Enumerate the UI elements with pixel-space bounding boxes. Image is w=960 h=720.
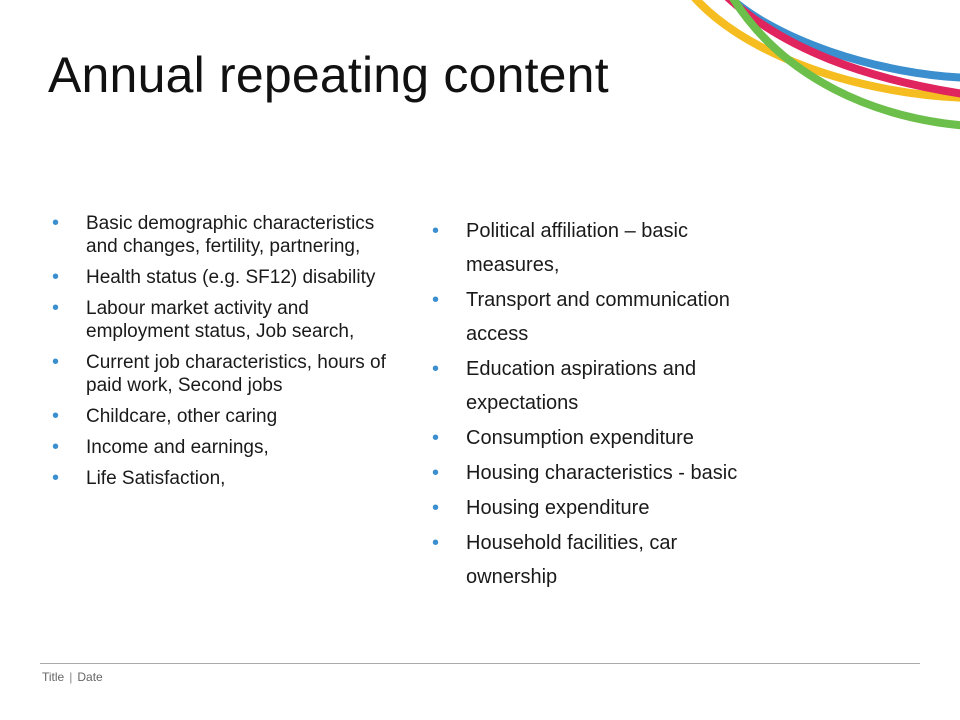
bullet-icon: •	[52, 266, 60, 288]
list-item: • Household facilities, car ownership	[430, 526, 770, 594]
footer	[42, 670, 103, 684]
bullet-icon: •	[52, 467, 60, 489]
list-item: • Consumption expenditure	[430, 421, 770, 455]
footer-title: Title	[42, 670, 65, 684]
list-item: • Current job characteristics, hours of paid work, Second jobs	[52, 351, 386, 396]
bullet-icon: •	[432, 289, 440, 311]
list-item: • Life Satisfaction,	[52, 467, 226, 489]
list-item: • Education aspirations and expectations	[430, 352, 770, 420]
footer-separator: |	[69, 670, 73, 684]
bullet-icon: •	[432, 220, 440, 242]
footer-divider	[40, 663, 920, 664]
right-bullet-list	[430, 214, 770, 595]
bullet-icon: •	[52, 351, 60, 373]
bullet-icon: •	[52, 212, 60, 234]
list-item: • Basic demographic characteristics and changes, fertility, partnering,	[52, 212, 375, 257]
list-item: • Labour market activity and employment status, Job search,	[52, 297, 355, 342]
bullet-icon: •	[52, 436, 60, 458]
bullet-icon: •	[432, 358, 440, 380]
bullet-icon: •	[52, 297, 60, 319]
list-item: • Housing characteristics - basic	[430, 456, 770, 490]
left-bullet-list	[50, 212, 410, 498]
bullet-icon: •	[432, 497, 440, 519]
bullet-icon: •	[432, 427, 440, 449]
list-item: • Transport and communication access	[430, 283, 770, 351]
bullet-icon: •	[432, 532, 440, 554]
list-item: • Housing expenditure	[430, 491, 770, 525]
list-item: • Income and earnings,	[52, 436, 269, 458]
slide-title: Annual repeating content	[48, 47, 609, 103]
bullet-icon: •	[432, 462, 440, 484]
footer-date: Date	[77, 670, 103, 684]
bullet-icon: •	[52, 405, 60, 427]
list-item: • Political affiliation – basic measures,	[430, 214, 770, 282]
list-item: • Childcare, other caring	[52, 405, 278, 427]
list-item: • Health status (e.g. SF12) disability	[52, 266, 376, 288]
